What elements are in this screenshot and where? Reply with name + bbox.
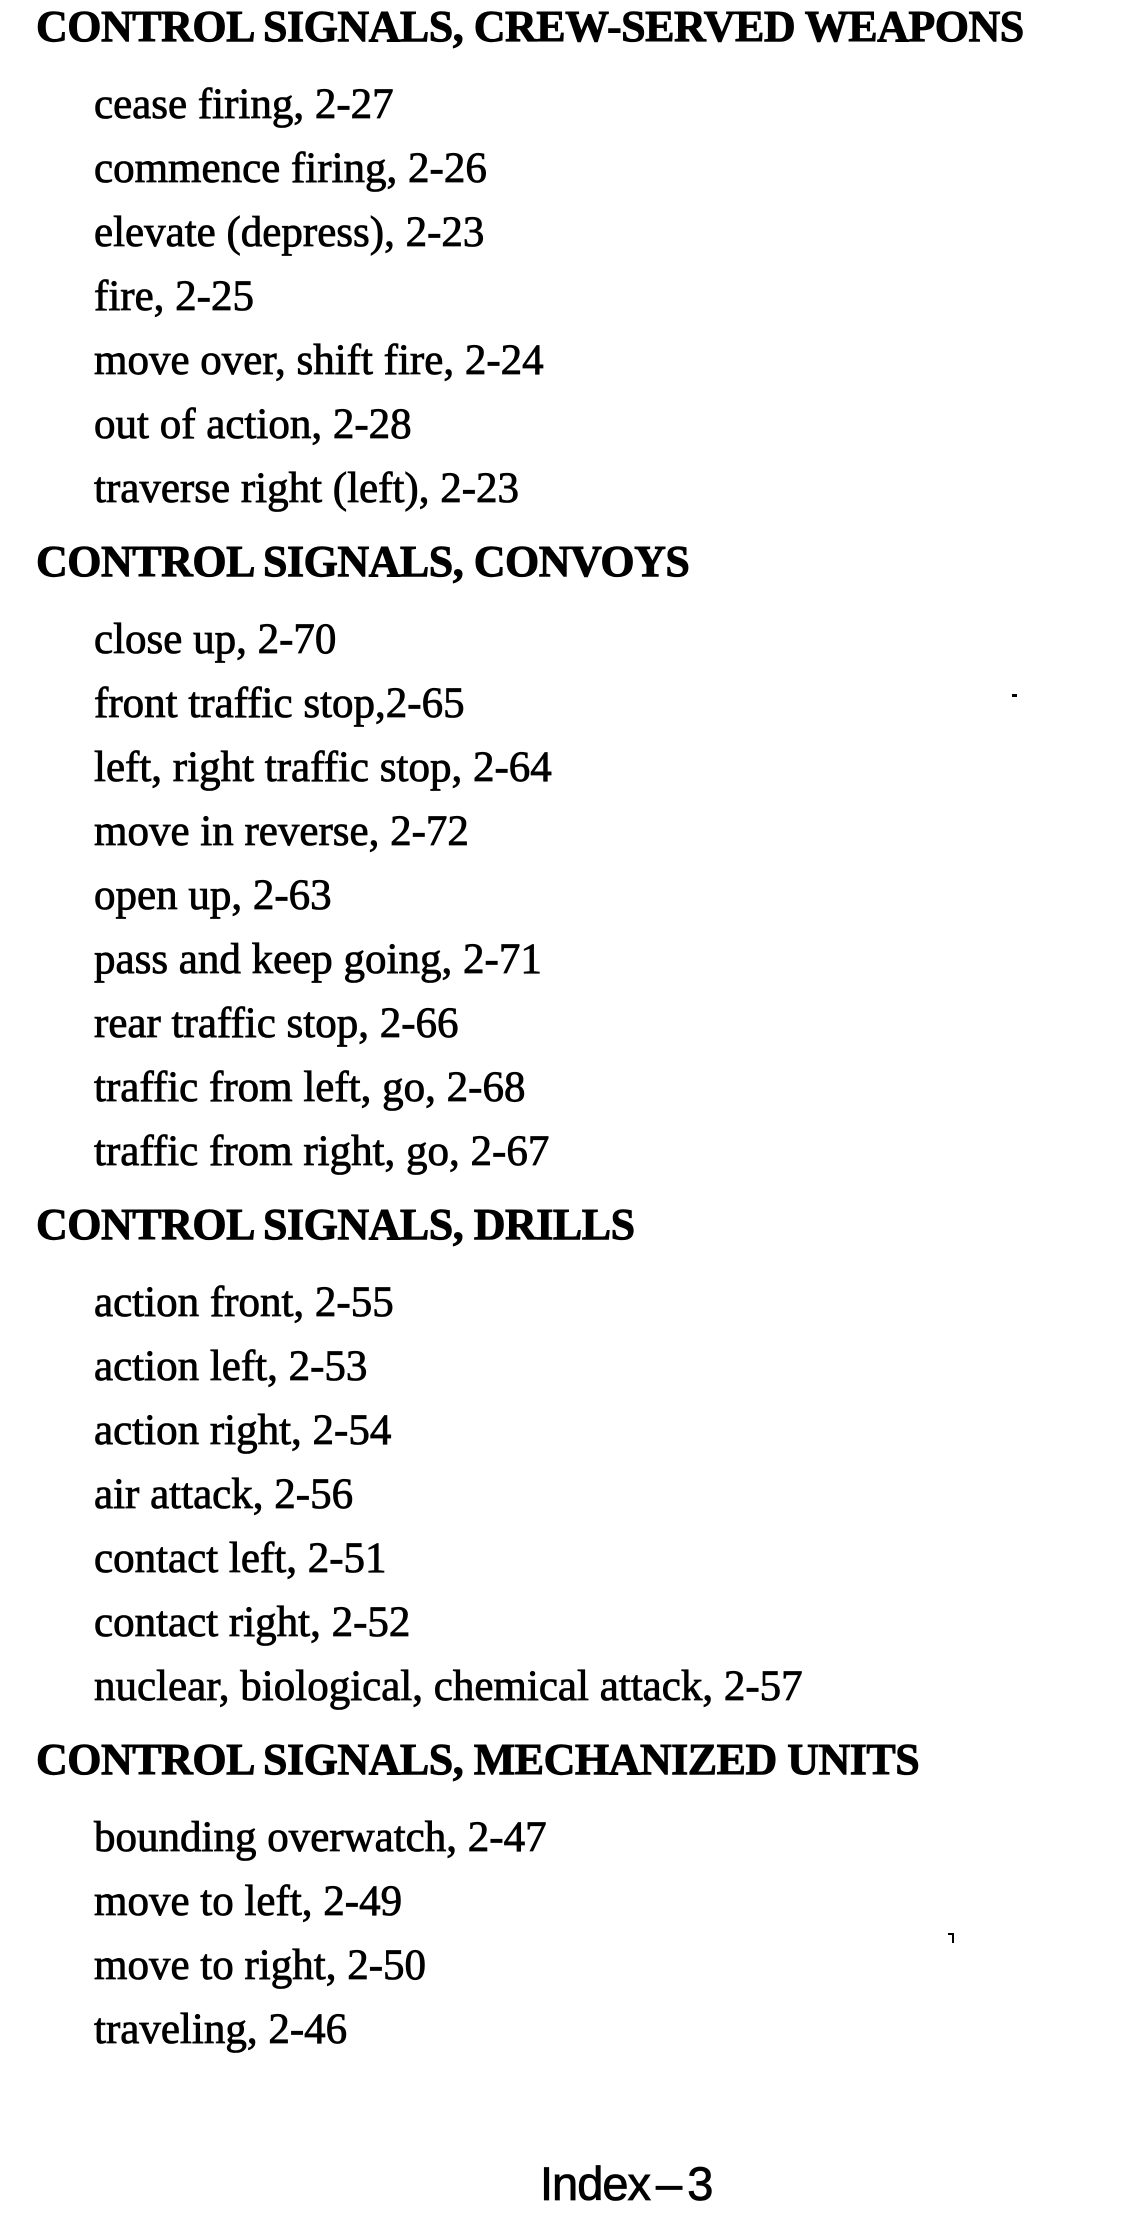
index-entry: commence firing, 2-26 (94, 145, 487, 192)
index-entry: action left, 2-53 (94, 1343, 368, 1390)
scan-artifact-tick (948, 1933, 954, 1943)
index-entry: left, right traffic stop, 2-64 (94, 744, 552, 791)
section-heading: CONTROL SIGNALS, CONVOYS (36, 537, 690, 586)
index-entry: pass and keep going, 2-71 (94, 936, 542, 983)
section-heading: CONTROL SIGNALS, CREW-SERVED WEAPONS (36, 2, 1024, 51)
index-entry: traffic from right, go, 2-67 (94, 1128, 550, 1175)
section-crew-served-weapons (0, 0, 1141, 521)
index-entry: move to left, 2-49 (94, 1878, 403, 1925)
section-heading: CONTROL SIGNALS, MECHANIZED UNITS (36, 1735, 920, 1784)
index-entry: fire, 2-25 (94, 273, 254, 320)
index-entry: rear traffic stop, 2-66 (94, 1000, 459, 1047)
page-footer: Index – 3 (540, 2157, 713, 2210)
index-entry: contact left, 2-51 (94, 1535, 387, 1582)
index-entry: close up, 2-70 (94, 616, 337, 663)
index-entry: traffic from left, go, 2-68 (94, 1064, 526, 1111)
index-entry: traverse right (left), 2-23 (94, 465, 520, 512)
index-entry: action front, 2-55 (94, 1279, 394, 1326)
index-entry: air attack, 2-56 (94, 1471, 354, 1518)
section-mechanized-units (0, 1728, 1141, 2062)
index-entry: open up, 2-63 (94, 872, 332, 919)
section-drills (0, 1193, 1141, 1719)
index-entry: traveling, 2-46 (94, 2006, 348, 2053)
index-entry: cease firing, 2-27 (94, 81, 394, 128)
index-entry: contact right, 2-52 (94, 1599, 411, 1646)
index-entry: out of action, 2-28 (94, 401, 412, 448)
index-entry: move to right, 2-50 (94, 1942, 427, 1989)
index-entry: front traffic stop,2-65 (94, 680, 465, 727)
scan-artifact-dot (1012, 694, 1017, 697)
index-entry: nuclear, biological, chemical attack, 2-57 (94, 1663, 803, 1710)
section-convoys (0, 530, 1141, 1184)
index-entry: move in reverse, 2-72 (94, 808, 469, 855)
index-entry: move over, shift fire, 2-24 (94, 337, 544, 384)
index-entry: action right, 2-54 (94, 1407, 392, 1454)
section-heading: CONTROL SIGNALS, DRILLS (36, 1200, 635, 1249)
index-entry: bounding overwatch, 2-47 (94, 1814, 547, 1861)
index-entry: elevate (depress), 2-23 (94, 209, 485, 256)
